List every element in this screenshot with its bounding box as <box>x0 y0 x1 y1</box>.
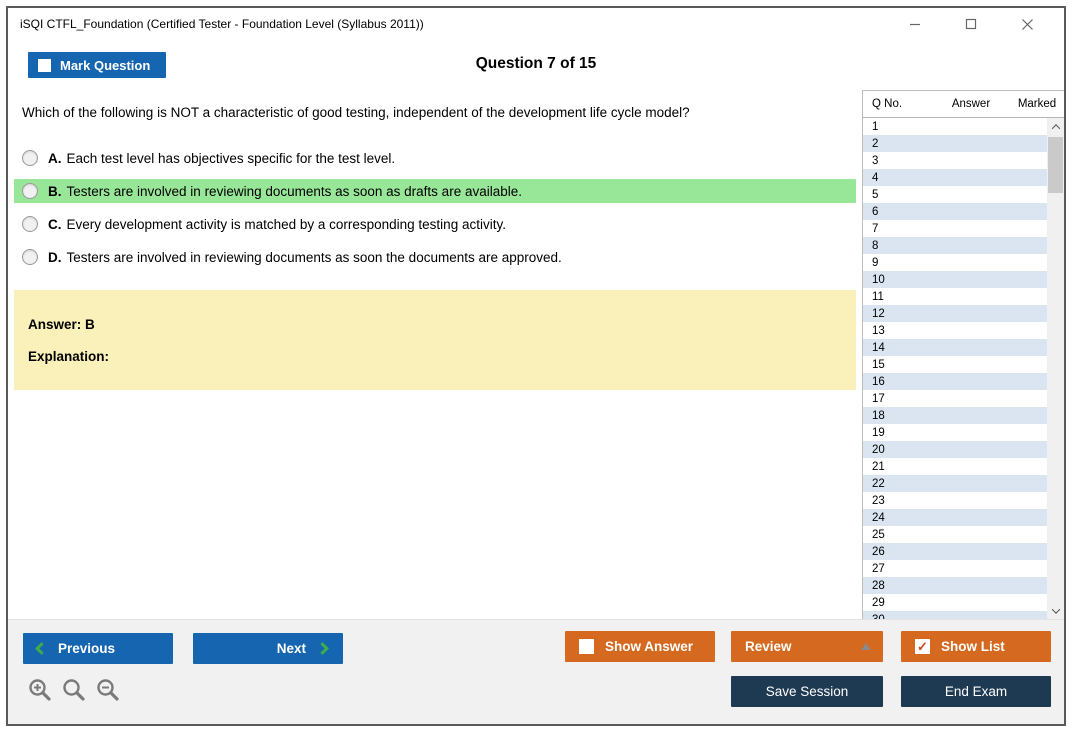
question-panel <box>8 90 862 619</box>
end-exam-button[interactable]: End Exam <box>901 676 1051 707</box>
window-controls <box>909 18 1052 31</box>
question-list-row[interactable] <box>863 305 1047 322</box>
maximize-icon[interactable] <box>965 18 977 30</box>
question-list-row[interactable] <box>863 203 1047 220</box>
row-qno: 12 <box>872 307 885 320</box>
review-dropdown-button[interactable]: Review <box>731 631 883 662</box>
row-qno: 10 <box>872 273 885 286</box>
row-qno: 23 <box>872 494 885 507</box>
zoom-out-icon[interactable] <box>96 678 121 703</box>
scroll-up-icon[interactable] <box>1047 118 1064 135</box>
row-qno: 16 <box>872 375 885 388</box>
question-list-row[interactable] <box>863 118 1047 135</box>
question-list-row[interactable] <box>863 526 1047 543</box>
question-list-row[interactable] <box>863 441 1047 458</box>
option-letter: C. <box>48 216 62 232</box>
answer-option[interactable] <box>14 146 856 170</box>
radio-button-icon[interactable] <box>22 216 38 232</box>
row-qno: 25 <box>872 528 885 541</box>
question-list-row[interactable] <box>863 169 1047 186</box>
question-list-row[interactable] <box>863 390 1047 407</box>
row-qno: 1 <box>872 120 879 133</box>
row-qno: 24 <box>872 511 885 524</box>
column-answer: Answer <box>951 98 991 110</box>
question-list-panel <box>862 90 1064 619</box>
question-list-row[interactable] <box>863 407 1047 424</box>
option-text: Testers are involved in reviewing documents as soon the documents are approved. <box>66 249 562 265</box>
question-list-row[interactable] <box>863 594 1047 611</box>
explanation-label: Explanation: <box>28 349 110 364</box>
options-list <box>14 146 856 269</box>
option-letter: D. <box>48 249 62 265</box>
footer-bar <box>8 619 1064 724</box>
row-qno: 14 <box>872 341 885 354</box>
question-list-row[interactable] <box>863 254 1047 271</box>
answer-label: Answer: B <box>28 317 95 332</box>
question-list-row[interactable] <box>863 322 1047 339</box>
question-list-row[interactable] <box>863 577 1047 594</box>
question-list-row[interactable] <box>863 543 1047 560</box>
show-answer-checkbox[interactable] <box>579 639 594 654</box>
row-qno: 28 <box>872 579 885 592</box>
row-qno: 2 <box>872 137 879 150</box>
close-icon[interactable] <box>1021 18 1034 31</box>
row-qno: 20 <box>872 443 885 456</box>
zoom-reset-icon[interactable] <box>62 678 87 703</box>
option-text: Every development activity is matched by a corresponding testing activity. <box>66 216 506 232</box>
question-list-row[interactable] <box>863 373 1047 390</box>
app-window <box>6 6 1066 726</box>
question-list-row[interactable] <box>863 458 1047 475</box>
minimize-icon[interactable] <box>909 18 921 30</box>
row-qno: 4 <box>872 171 879 184</box>
row-qno: 27 <box>872 562 885 575</box>
question-list-row[interactable] <box>863 220 1047 237</box>
check-icon: ✓ <box>917 639 928 654</box>
row-qno: 6 <box>872 205 879 218</box>
radio-button-icon[interactable] <box>22 183 38 199</box>
column-qno: Q No. <box>872 98 903 110</box>
previous-button[interactable]: Previous <box>23 633 173 664</box>
question-list-row[interactable] <box>863 237 1047 254</box>
question-list-row[interactable] <box>863 475 1047 492</box>
column-marked: Marked <box>1017 98 1057 110</box>
row-qno: 19 <box>872 426 885 439</box>
radio-button-icon[interactable] <box>22 150 38 166</box>
answer-box <box>14 290 856 390</box>
answer-option[interactable] <box>14 245 856 269</box>
option-letter: A. <box>48 150 62 166</box>
row-qno: 9 <box>872 256 879 269</box>
scroll-down-icon[interactable] <box>1047 602 1064 619</box>
question-list-row[interactable] <box>863 560 1047 577</box>
chevron-right-icon <box>316 642 329 655</box>
row-qno: 11 <box>872 290 884 303</box>
show-list-button[interactable]: ✓ Show List <box>901 631 1051 662</box>
question-list-row[interactable] <box>863 135 1047 152</box>
radio-button-icon[interactable] <box>22 249 38 265</box>
option-text: Each test level has objectives specific for the test level. <box>66 150 396 166</box>
question-list-body <box>863 118 1047 619</box>
title-bar <box>8 8 1064 40</box>
question-list-row[interactable] <box>863 186 1047 203</box>
row-qno: 26 <box>872 545 885 558</box>
row-qno: 29 <box>872 596 885 609</box>
dropdown-arrow-icon <box>861 643 871 650</box>
option-letter: B. <box>48 183 62 199</box>
question-list-row[interactable] <box>863 424 1047 441</box>
question-list-row[interactable] <box>863 492 1047 509</box>
row-qno: 5 <box>872 188 879 201</box>
window-title: iSQI CTFL_Foundation (Certified Tester - Foundation Level (Syllabus 2011)) <box>20 17 424 31</box>
zoom-tools <box>28 678 121 703</box>
save-session-button[interactable]: Save Session <box>731 676 883 707</box>
scrollbar[interactable] <box>1047 118 1064 619</box>
chevron-left-icon <box>35 642 48 655</box>
answer-option[interactable] <box>14 212 856 236</box>
row-qno: 18 <box>872 409 885 422</box>
option-text: Testers are involved in reviewing documents as soon as drafts are available. <box>66 183 522 199</box>
question-text: Which of the following is NOT a characteristic of good testing, independent of the development life cycle model? <box>22 105 690 120</box>
question-list-row[interactable] <box>863 288 1047 305</box>
row-qno: 17 <box>872 392 885 405</box>
show-list-checkbox[interactable] <box>915 639 930 654</box>
mark-question-label: Mark Question <box>60 57 151 73</box>
zoom-in-icon[interactable] <box>28 678 53 703</box>
question-list-header <box>863 91 1064 118</box>
row-qno: 22 <box>872 477 885 490</box>
show-answer-button[interactable]: Show Answer <box>565 631 715 662</box>
row-qno: 13 <box>872 324 885 337</box>
scrollbar-thumb[interactable] <box>1048 137 1063 193</box>
question-list-row[interactable] <box>863 152 1047 169</box>
row-qno: 8 <box>872 239 879 252</box>
next-button[interactable]: Next <box>193 633 343 664</box>
row-qno: 7 <box>872 222 879 235</box>
header-band <box>8 40 1064 90</box>
row-qno: 3 <box>872 154 879 167</box>
row-qno: 21 <box>872 460 885 473</box>
question-list-row[interactable] <box>863 509 1047 526</box>
question-list-row[interactable] <box>863 271 1047 288</box>
answer-option[interactable] <box>14 179 856 203</box>
question-list-row[interactable] <box>863 339 1047 356</box>
question-counter: Question 7 of 15 <box>475 55 597 72</box>
question-list-row[interactable] <box>863 356 1047 373</box>
row-qno: 15 <box>872 358 885 371</box>
